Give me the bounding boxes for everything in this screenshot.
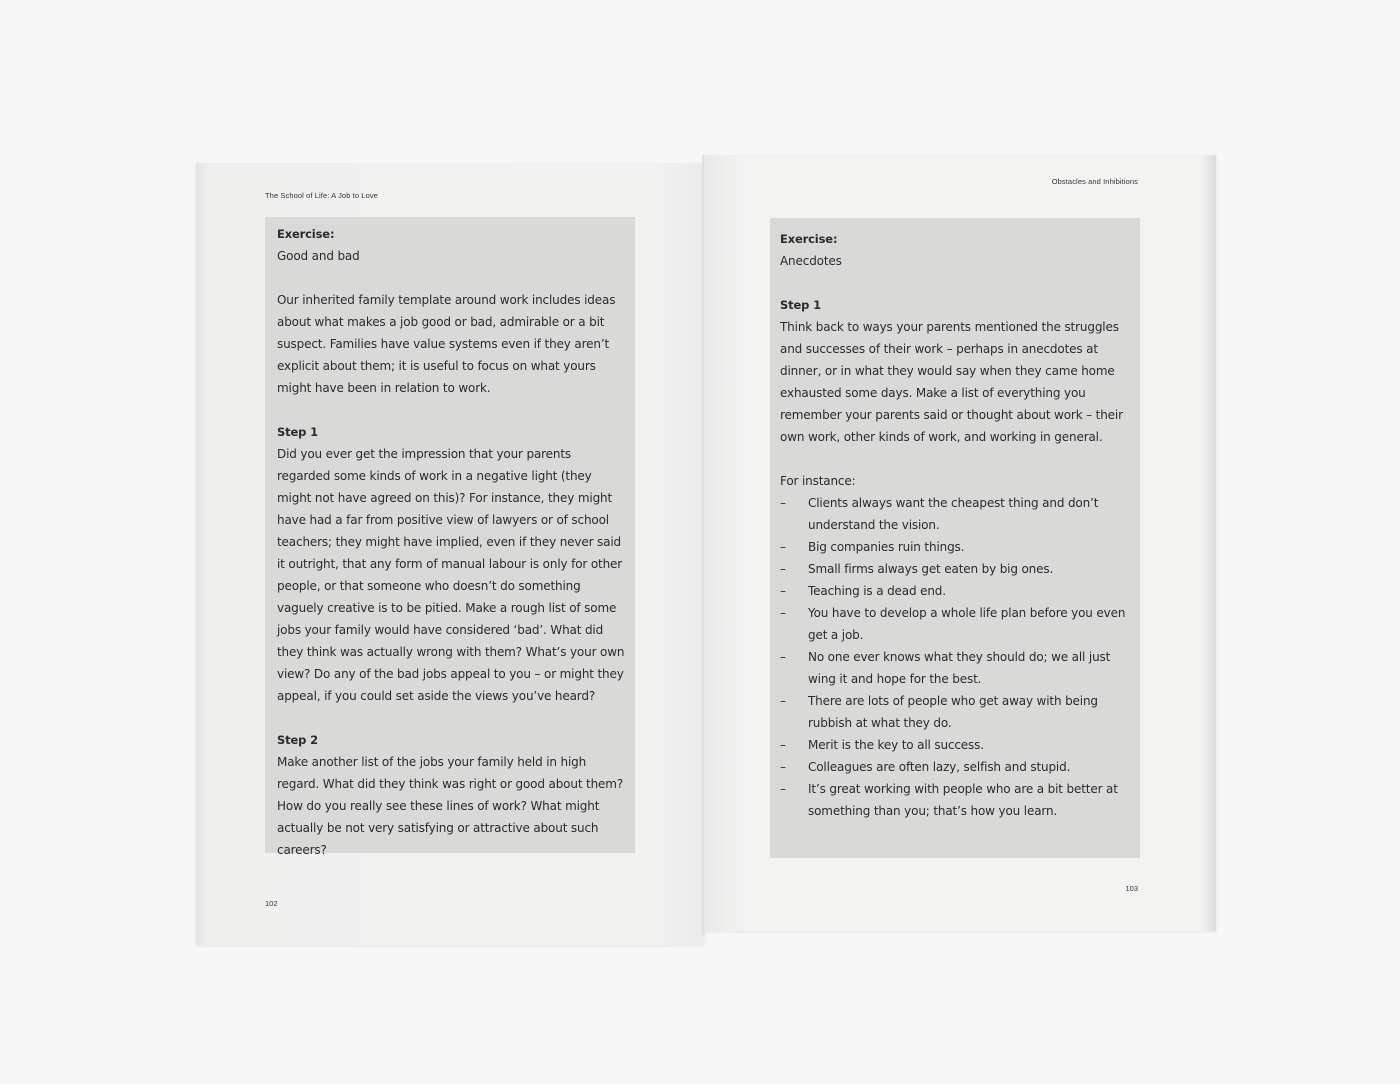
list-item: [780, 690, 1130, 734]
list-item: [780, 778, 1130, 822]
list-item-text: Big companies ruin things.: [808, 540, 965, 554]
page-number-left: 102: [265, 899, 278, 908]
bullet-dash: –: [780, 540, 786, 554]
exercise-label: Exercise:: [780, 232, 838, 246]
bullet-dash: –: [780, 562, 786, 576]
list-item-text: No one ever knows what they should do; we all just wing it and hope for the best.: [808, 650, 1111, 686]
exercise-label: Exercise:: [277, 227, 335, 241]
list-item: [780, 492, 1130, 536]
exercise-title: Anecdotes: [780, 254, 842, 268]
bullet-dash: –: [780, 760, 786, 774]
step-1-label: Step 1: [277, 425, 318, 439]
page-number-right: 103: [1125, 884, 1138, 893]
list-item: [780, 602, 1130, 646]
exercise-panel-left: [265, 217, 635, 857]
bullet-dash: –: [780, 650, 786, 664]
running-head-right: Obstacles and Inhibitions: [1051, 177, 1138, 186]
exercise-title: Good and bad: [277, 249, 360, 263]
open-book: [196, 155, 1216, 945]
list-item: [780, 734, 1130, 756]
for-instance-label: For instance:: [780, 474, 856, 488]
list-item-text: Clients always want the cheapest thing and don’t understand the vision.: [808, 496, 1099, 532]
intro-paragraph: Our inherited family template around work includes ideas about what makes a job good or bad, admirable or a bit suspect. Families have value systems even if they aren’t explicit about them; it is useful to focus on what yours might have been in relation to work.: [277, 293, 616, 395]
list-item-text: You have to develop a whole life plan before you even get a job.: [808, 606, 1126, 642]
step-1-text: Did you ever get the impression that your parents regarded some kinds of work in a negative light (they might not have agreed on this)? For instance, they might have had a far from positive view of lawyers or of school teachers; they might have implied, even if they never said it outright, that any form of manual labour is only for other people, or that someone who doesn’t do something vaguely creative is to be pitied. Make a rough list of some jobs your family would have considered ‘bad’. What did they think was actually wrong with them? What’s your own view? Do any of the bad jobs appeal to you – or might they appeal, if you could set aside the views you’ve heard?: [277, 447, 625, 703]
step-1-text: Think back to ways your parents mentioned the struggles and successes of their work – perhaps in anecdotes at dinner, or in what they would say when they came home exhausted some days. Make a list of everything you remember your parents said or thought about work – their own work, other kinds of work, and working in general.: [780, 320, 1123, 444]
step-1-label: Step 1: [780, 298, 821, 312]
book-gutter: [702, 155, 706, 935]
running-head-left: The School of Life: A Job to Love: [265, 191, 378, 200]
bullet-dash: –: [780, 606, 786, 620]
bullet-dash: –: [780, 584, 786, 598]
list-item-text: Merit is the key to all success.: [808, 738, 984, 752]
bullet-dash: –: [780, 496, 786, 510]
list-item: [780, 536, 1130, 558]
list-item-text: Teaching is a dead end.: [808, 584, 946, 598]
step-2-label: Step 2: [277, 733, 318, 747]
list-item: [780, 580, 1130, 602]
list-item-text: There are lots of people who get away with being rubbish at what they do.: [808, 694, 1098, 730]
step-2-text: Make another list of the jobs your family held in high regard. What did they think was right or good about them? How do you really see these lines of work? What might actually be not very satisfying or attractive about such careers?: [277, 755, 624, 857]
bullet-dash: –: [780, 738, 786, 752]
list-item: [780, 756, 1130, 778]
list-item-text: It’s great working with people who are a bit better at something than you; that’s how you learn.: [808, 782, 1118, 818]
bullet-dash: –: [780, 782, 786, 796]
list-item: [780, 646, 1130, 690]
list-item-text: Colleagues are often lazy, selfish and stupid.: [808, 760, 1071, 774]
anecdote-list: [780, 492, 1130, 822]
list-item: [780, 558, 1130, 580]
bullet-dash: –: [780, 694, 786, 708]
exercise-panel-right: [770, 218, 1140, 858]
list-item-text: Small firms always get eaten by big ones.: [808, 562, 1054, 576]
